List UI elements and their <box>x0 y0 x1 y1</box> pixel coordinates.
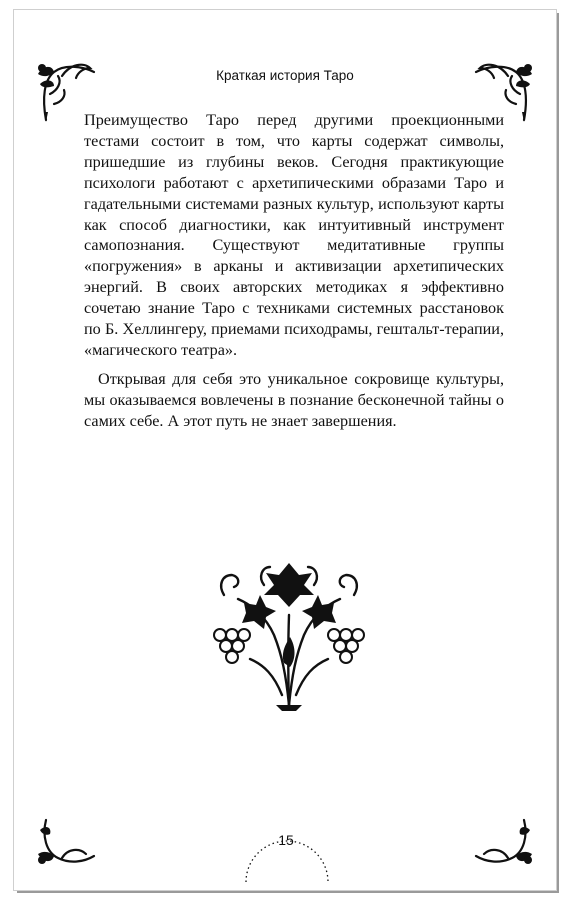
page-number-circle-icon <box>242 822 332 882</box>
page-number: 15 <box>278 832 294 848</box>
paragraph: Открывая для себя это уникальное сокровище культуры, мы оказываемся вовлечены в познание бесконечной тайны о самих себе. А этот путь не знает завершения. <box>84 369 504 430</box>
page <box>14 10 556 890</box>
corner-flourish-bottom-left-icon <box>32 818 102 868</box>
main-text <box>84 110 504 440</box>
grapevine-vignette-icon <box>204 555 374 715</box>
running-header: Краткая история Таро <box>216 68 354 83</box>
paragraph: Преимущество Таро перед другими проекционными тестами состоит в том, что карты содержат символы, пришедшие из глубины веков. Сегодня практикующие психологи работают с архетипическими образами Таро и гадательными системами разных культур, используют карты как способ диагностики, как интуитивный инструмент самопознания. Существуют медитативные группы «погружения» в арканы и активизации архетипических энергий. В своих авторских методиках я эффективно сочетаю знание Таро с техниками системных расстановок по Б. Хеллингеру, приемами психодрамы, гештальт-терапии, «магического театра». <box>84 111 504 359</box>
corner-flourish-bottom-right-icon <box>468 818 538 868</box>
